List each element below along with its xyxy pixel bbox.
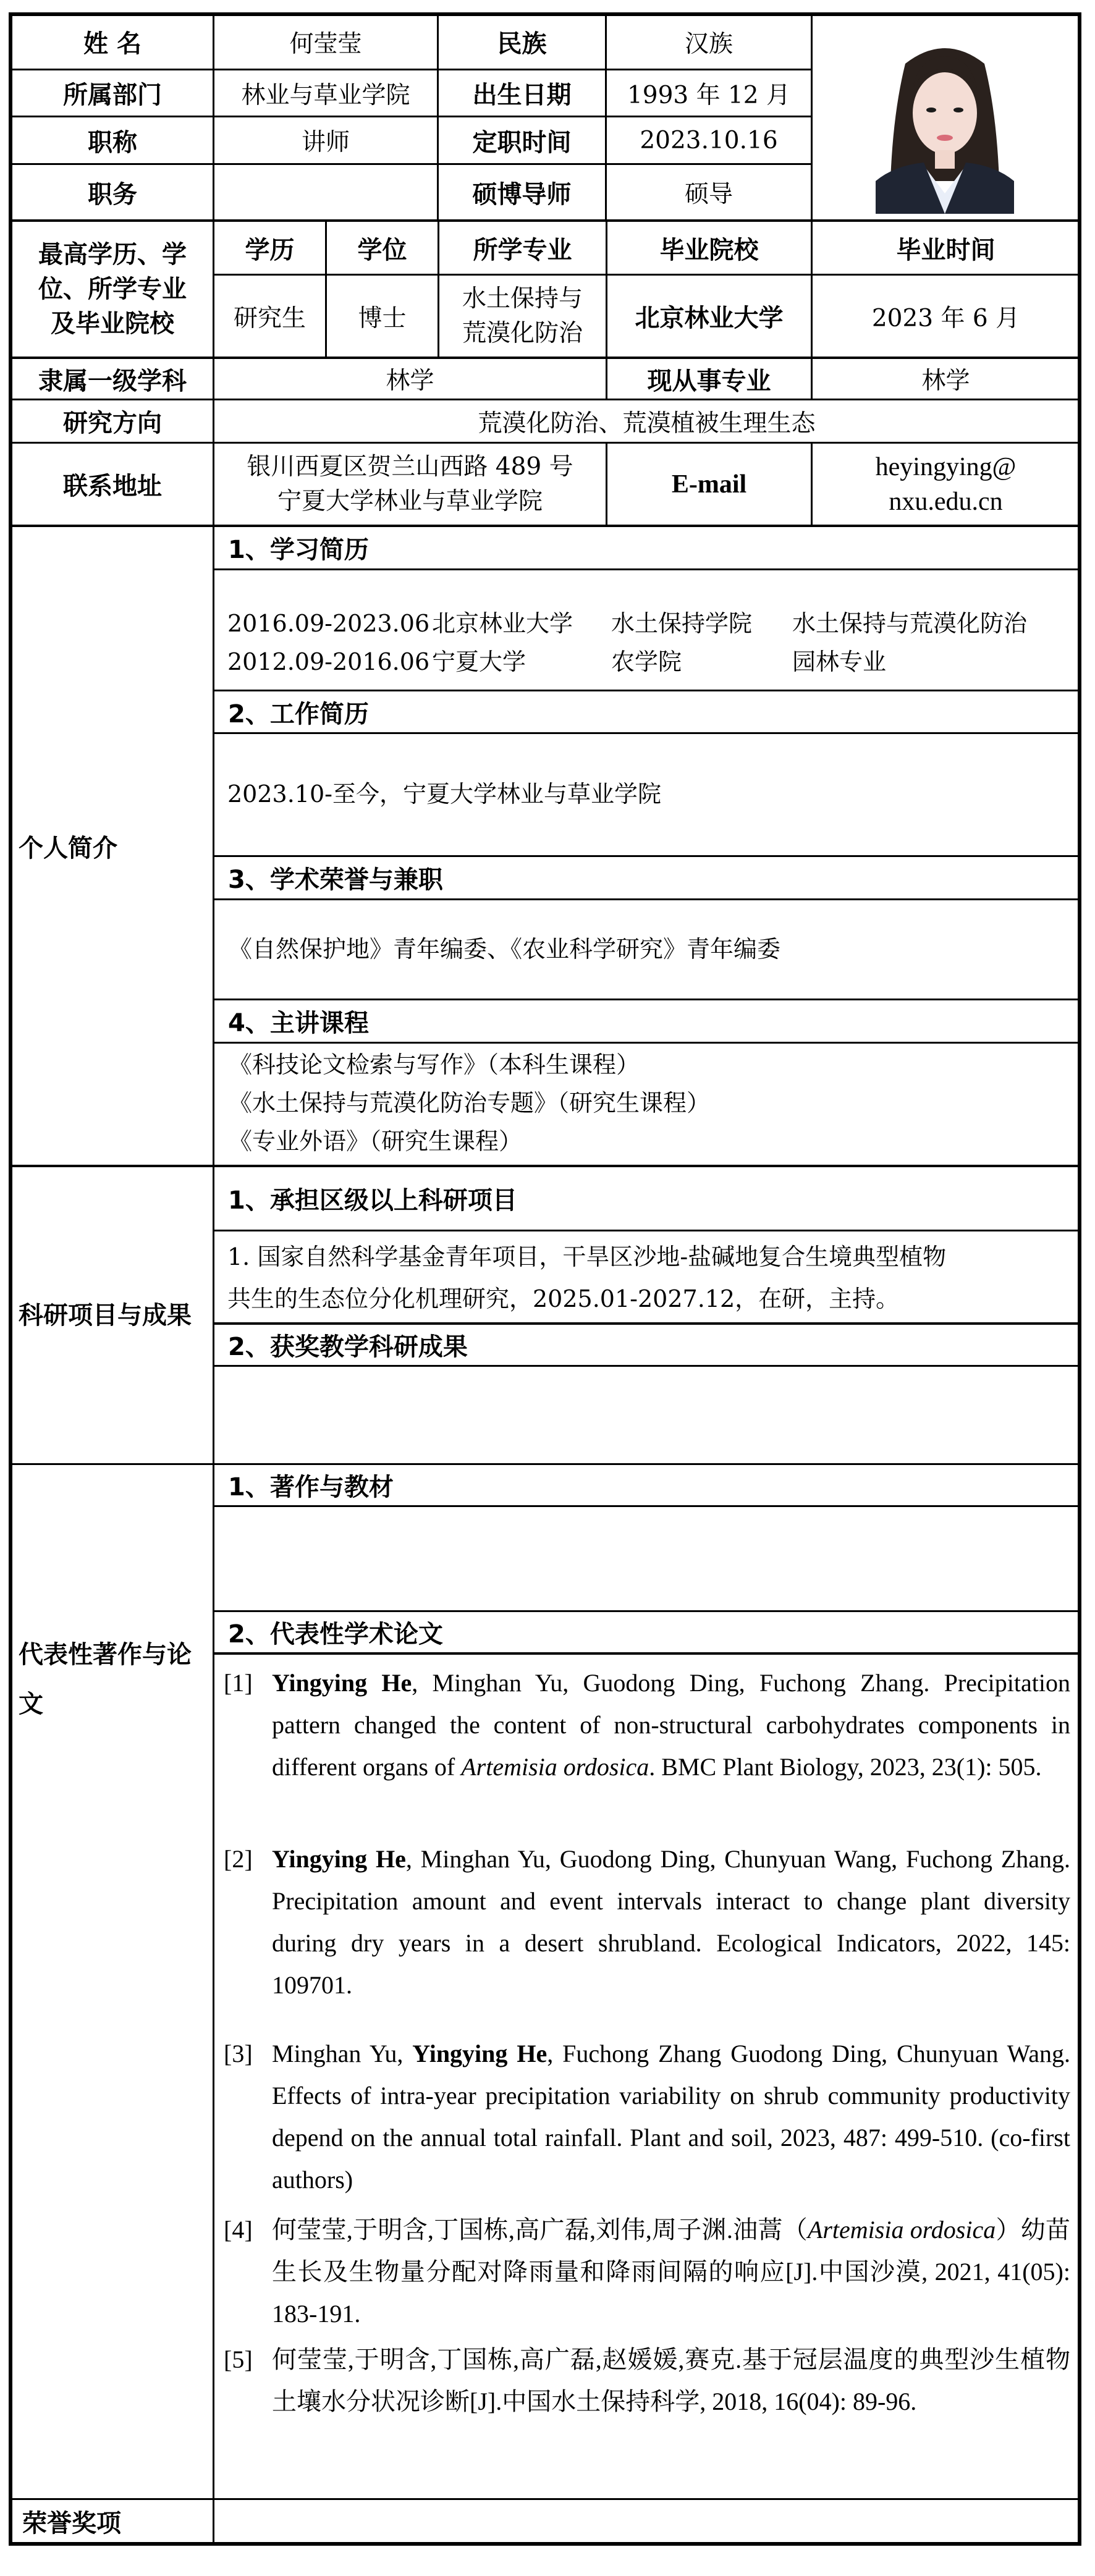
study-school: 北京林业大学: [432, 610, 573, 637]
birth-value: 1993 年 12 月: [627, 81, 791, 109]
address-value: [214, 444, 606, 525]
paper-number: [3]: [224, 2040, 253, 2067]
edu-school-value: 北京林业大学: [635, 304, 784, 332]
research-direction-label: 研究方向: [63, 409, 162, 437]
books-title: 1、著作与教材: [228, 1473, 394, 1501]
email-label: E-mail: [671, 470, 747, 499]
address-line: 银川西夏区贺兰山西路 489 号: [247, 452, 573, 481]
course-item: 《水土保持与荒漠化防治专题》（研究生课程）: [229, 1089, 711, 1117]
paper-text: 何莹莹,于明含,丁国栋,高广磊,刘伟,周子渊.油蒿（: [272, 2216, 808, 2244]
profile-label: 个人简介: [19, 834, 117, 863]
supervisor-value: 硕导: [684, 180, 733, 208]
project-line: 1. 国家自然科学基金青年项目，干旱区沙地-盐碱地复合生境典型植物: [227, 1243, 947, 1270]
paper-number: [2]: [224, 1845, 253, 1873]
study-college: 水土保持学院: [611, 610, 753, 637]
edu-major-line: 荒漠化防治: [462, 319, 583, 347]
email-line[interactable]: heyingying@: [875, 452, 1017, 481]
paper-author-bold: Yingying He: [272, 1845, 406, 1873]
study-history-title: 1、学习简历: [228, 536, 369, 564]
current-major-value: 林学: [921, 367, 970, 395]
title-date-label: 定职时间: [472, 128, 572, 157]
title-value: 讲师: [301, 129, 350, 156]
study-major: 园林专业: [792, 648, 887, 675]
supervisor-label: 硕博导师: [472, 180, 572, 209]
work-history-text: 2023.10-至今，宁夏大学林业与草业学院: [227, 780, 661, 808]
paper-text: , Minghan Yu, Guodong Ding, Chunyuan Wang, Fuchong Zhang. Precipitation amount and event intervals interact to change plant diversity during dry years in a desert shrubland. Ecological Indicators, 2022, 145: 109701.: [272, 1845, 1070, 1999]
study-period: 2016.09-2023.06: [227, 610, 430, 637]
honors-title: 3、学术荣誉与兼职: [228, 866, 443, 894]
edu-header-level: 学历: [245, 235, 295, 264]
paper-item: [224, 1662, 1070, 1788]
education-label: [12, 222, 213, 357]
email-value[interactable]: [813, 444, 1079, 525]
grid-line: [214, 1505, 1079, 1507]
edu-header-degree: 学位: [357, 235, 407, 264]
email-line[interactable]: nxu.edu.cn: [889, 487, 1003, 516]
publications-label: [12, 1465, 213, 2498]
paper-item: [224, 2033, 1070, 2201]
edu-header-major: 所学专业: [473, 235, 572, 264]
grid-line: [811, 14, 813, 221]
course-item: 《专业外语》（研究生课程）: [229, 1128, 523, 1155]
edu-level-value: 研究生: [233, 304, 306, 332]
paper-species-italic: Artemisia ordosica: [461, 1753, 649, 1781]
paper-number: [5]: [224, 2346, 253, 2373]
paper-species-italic: Artemisia ordosica: [807, 2216, 996, 2244]
publications-label-text: 代表性著作与论文: [19, 1641, 192, 1718]
ethnicity-value: 汉族: [684, 30, 733, 58]
paper-text: , Fuchong Zhang Guodong Ding, Chunyuan Wang. Effects of intra-year precipitation variability on shrub community productivity depend on the annual total rainfall. Plant and soil, 2023, 487: 499-510. (co-first authors): [272, 2040, 1070, 2194]
study-school: 宁夏大学: [432, 648, 526, 675]
name-value: 何莹莹: [289, 30, 362, 58]
address-line: 宁夏大学林业与草业学院: [277, 487, 543, 515]
paper-text: Minghan Yu,: [272, 2040, 413, 2067]
honors-awards-label: 荣誉奖项: [22, 2509, 121, 2538]
paper-item: [224, 2339, 1070, 2423]
grid-line: [214, 1042, 1079, 1044]
study-row: [227, 604, 429, 643]
department-value: 林业与草业学院: [241, 81, 410, 109]
edu-header-graduation: 毕业时间: [896, 235, 996, 264]
department-label: 所属部门: [63, 81, 162, 109]
paper-number: [4]: [224, 2216, 253, 2244]
study-row: [227, 643, 429, 681]
edu-major-line: 水土保持与: [462, 284, 583, 313]
education-label-line: 及毕业院校: [51, 310, 174, 338]
paper-text: 何莹莹,于明含,丁国栋,高广磊,赵媛媛,赛克.基于冠层温度的典型沙生植物土壤水分状况诊断[J].中国水土保持科学, 2018, 16(04): 89-96.: [272, 2346, 1070, 2415]
edu-degree-value: 博士: [358, 304, 407, 332]
project-line: 共生的生态位分化机理研究，2025.01-2027.12，在研，主持。: [227, 1285, 900, 1312]
edu-graduation-value: 2023 年 6 月: [871, 304, 1020, 332]
name-label: 姓 名: [83, 30, 142, 58]
grid-line: [214, 898, 1079, 900]
position-label: 职务: [88, 180, 137, 209]
current-major-label: 现从事专业: [647, 366, 771, 395]
edu-major-value: [439, 276, 606, 357]
profile-photo: [876, 39, 1014, 214]
grid-line: [214, 1652, 1079, 1655]
education-label-line: 最高学历、学: [38, 240, 187, 269]
research-label-text: 科研项目与成果: [19, 1301, 192, 1330]
awards-title: 2、获奖教学科研成果: [228, 1333, 468, 1361]
position-value: [214, 165, 437, 219]
honors-awards-value: [214, 2500, 1079, 2542]
ethnicity-label: 民族: [497, 30, 547, 58]
discipline-label: 隶属一级学科: [38, 366, 187, 395]
portrait-image: [876, 39, 1014, 214]
papers-title: 2、代表性学术论文: [228, 1620, 443, 1649]
courses-title: 4、主讲课程: [228, 1009, 369, 1037]
research-direction-value: 荒漠化防治、荒漠植被生理生态: [478, 409, 816, 437]
education-label-line: 位、所学专业: [38, 275, 187, 303]
paper-number: [1]: [224, 1669, 253, 1697]
title-date-value: 2023.10.16: [640, 126, 778, 154]
honors-text: 《自然保护地》青年编委、《农业科学研究》青年编委: [229, 935, 781, 963]
research-label: [12, 1167, 213, 1463]
edu-header-school: 毕业院校: [659, 235, 759, 264]
study-college: 农学院: [611, 648, 682, 675]
title-label: 职称: [88, 128, 137, 157]
course-item: 《科技论文检索与写作》（本科生课程）: [229, 1051, 640, 1078]
paper-text: . BMC Plant Biology, 2023, 23(1): 505.: [649, 1753, 1042, 1781]
paper-text: , Minghan Yu, Guodong Ding, Fuchong Zhang. Precipitation pattern changed the content of non-structural carbohydrates components in different organs of: [272, 1669, 1070, 1781]
address-label: 联系地址: [63, 472, 162, 500]
paper-author-bold: Yingying He: [272, 1669, 412, 1697]
projects-title: 1、承担区级以上科研项目: [228, 1186, 517, 1215]
study-major: 水土保持与荒漠化防治: [792, 610, 1028, 637]
grid-line: [214, 568, 1079, 570]
work-history-title: 2、工作简历: [228, 699, 369, 728]
grid-line: [214, 732, 1079, 734]
study-period: 2012.09-2016.06: [227, 648, 430, 675]
grid-line: [214, 1230, 1079, 1231]
paper-text: ）幼苗生长及生物量分配对降雨量和降雨间隔的响应[J].中国沙漠, 2021, 41(05): 183-191.: [272, 2216, 1071, 2328]
paper-item: [224, 1838, 1070, 2006]
grid-line: [214, 1365, 1079, 1367]
paper-author-bold: Yingying He: [412, 2040, 548, 2067]
discipline-value: 林学: [386, 367, 434, 395]
birth-label: 出生日期: [472, 81, 572, 109]
paper-item: [224, 2209, 1070, 2335]
